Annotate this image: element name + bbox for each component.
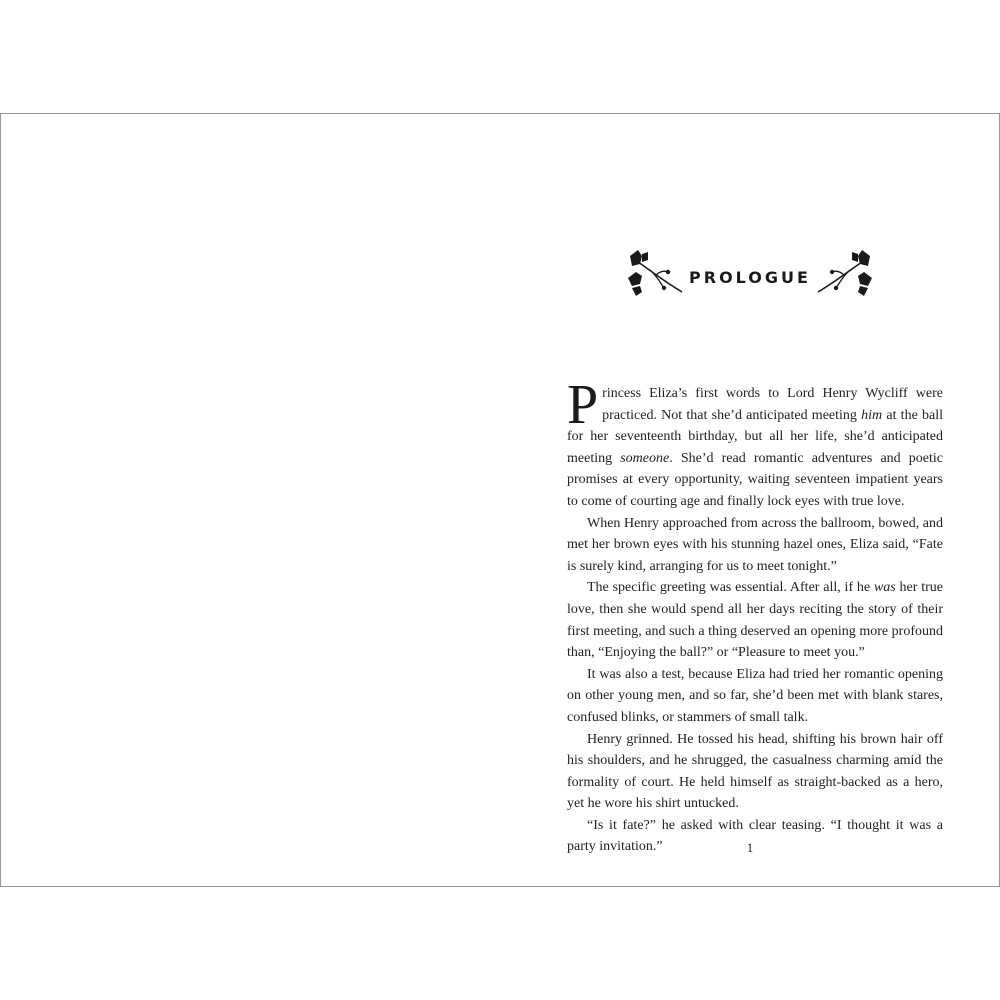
text-segment-italic: was <box>873 580 896 596</box>
paragraph <box>567 577 943 663</box>
paragraph <box>567 513 943 578</box>
drop-cap: P <box>567 374 599 436</box>
text-segment: “Is it fate?” he asked with clear teasing. “I thought it was a party invitation.” <box>567 817 943 855</box>
text-segment: It was also a test, because Eliza had tried her romantic opening on other young men, and so far, she’d been met with blank stares, confused blinks, or stammers of small talk. <box>567 666 943 725</box>
text-segment: at the ball for her seventeenth birthday, but all her life, she’d anticipated meeting <box>567 407 943 466</box>
text-segment: . She’d read romantic adventures and poetic promises at every opportunity, waiting seventeen impatient years to come of courting age and finally lock eyes with true love. <box>567 450 943 509</box>
chapter-heading <box>626 248 874 302</box>
text-segment: The specific greeting was essential. After all, if he <box>587 580 874 596</box>
floral-sprig-icon <box>626 248 686 302</box>
text-segment: her true love, then she would spend all her days reciting the story of their first meeting, and such a thing deserved an opening more profound than, “Enjoying the ball?” or “Pleasure to meet you.” <box>567 580 943 661</box>
chapter-body <box>567 374 943 858</box>
floral-sprig-icon <box>814 248 874 302</box>
text-segment: Henry grinned. He tossed his head, shifting his brown hair off his shoulders, and he shrugged, the casualness charming amid the formality of court. He held himself as straight-backed as a hero, yet he wore his shirt untucked. <box>567 731 943 812</box>
paragraph <box>567 729 943 815</box>
page-number: 1 <box>746 840 754 855</box>
text-segment-italic: him <box>861 407 883 423</box>
paragraph <box>567 664 943 729</box>
text-segment: rincess Eliza’s first words to Lord Henry Wycliff were practiced. Not that she’d anticipated meeting <box>602 386 943 423</box>
chapter-title: PROLOGUE <box>689 268 811 287</box>
text-segment: When Henry approached from across the ballroom, bowed, and met her brown eyes with his stunning hazel ones, Eliza said, “Fate is surely kind, arranging for us to meet tonight.” <box>567 515 943 574</box>
paragraph <box>567 374 943 513</box>
text-segment-italic: someone <box>620 450 670 466</box>
